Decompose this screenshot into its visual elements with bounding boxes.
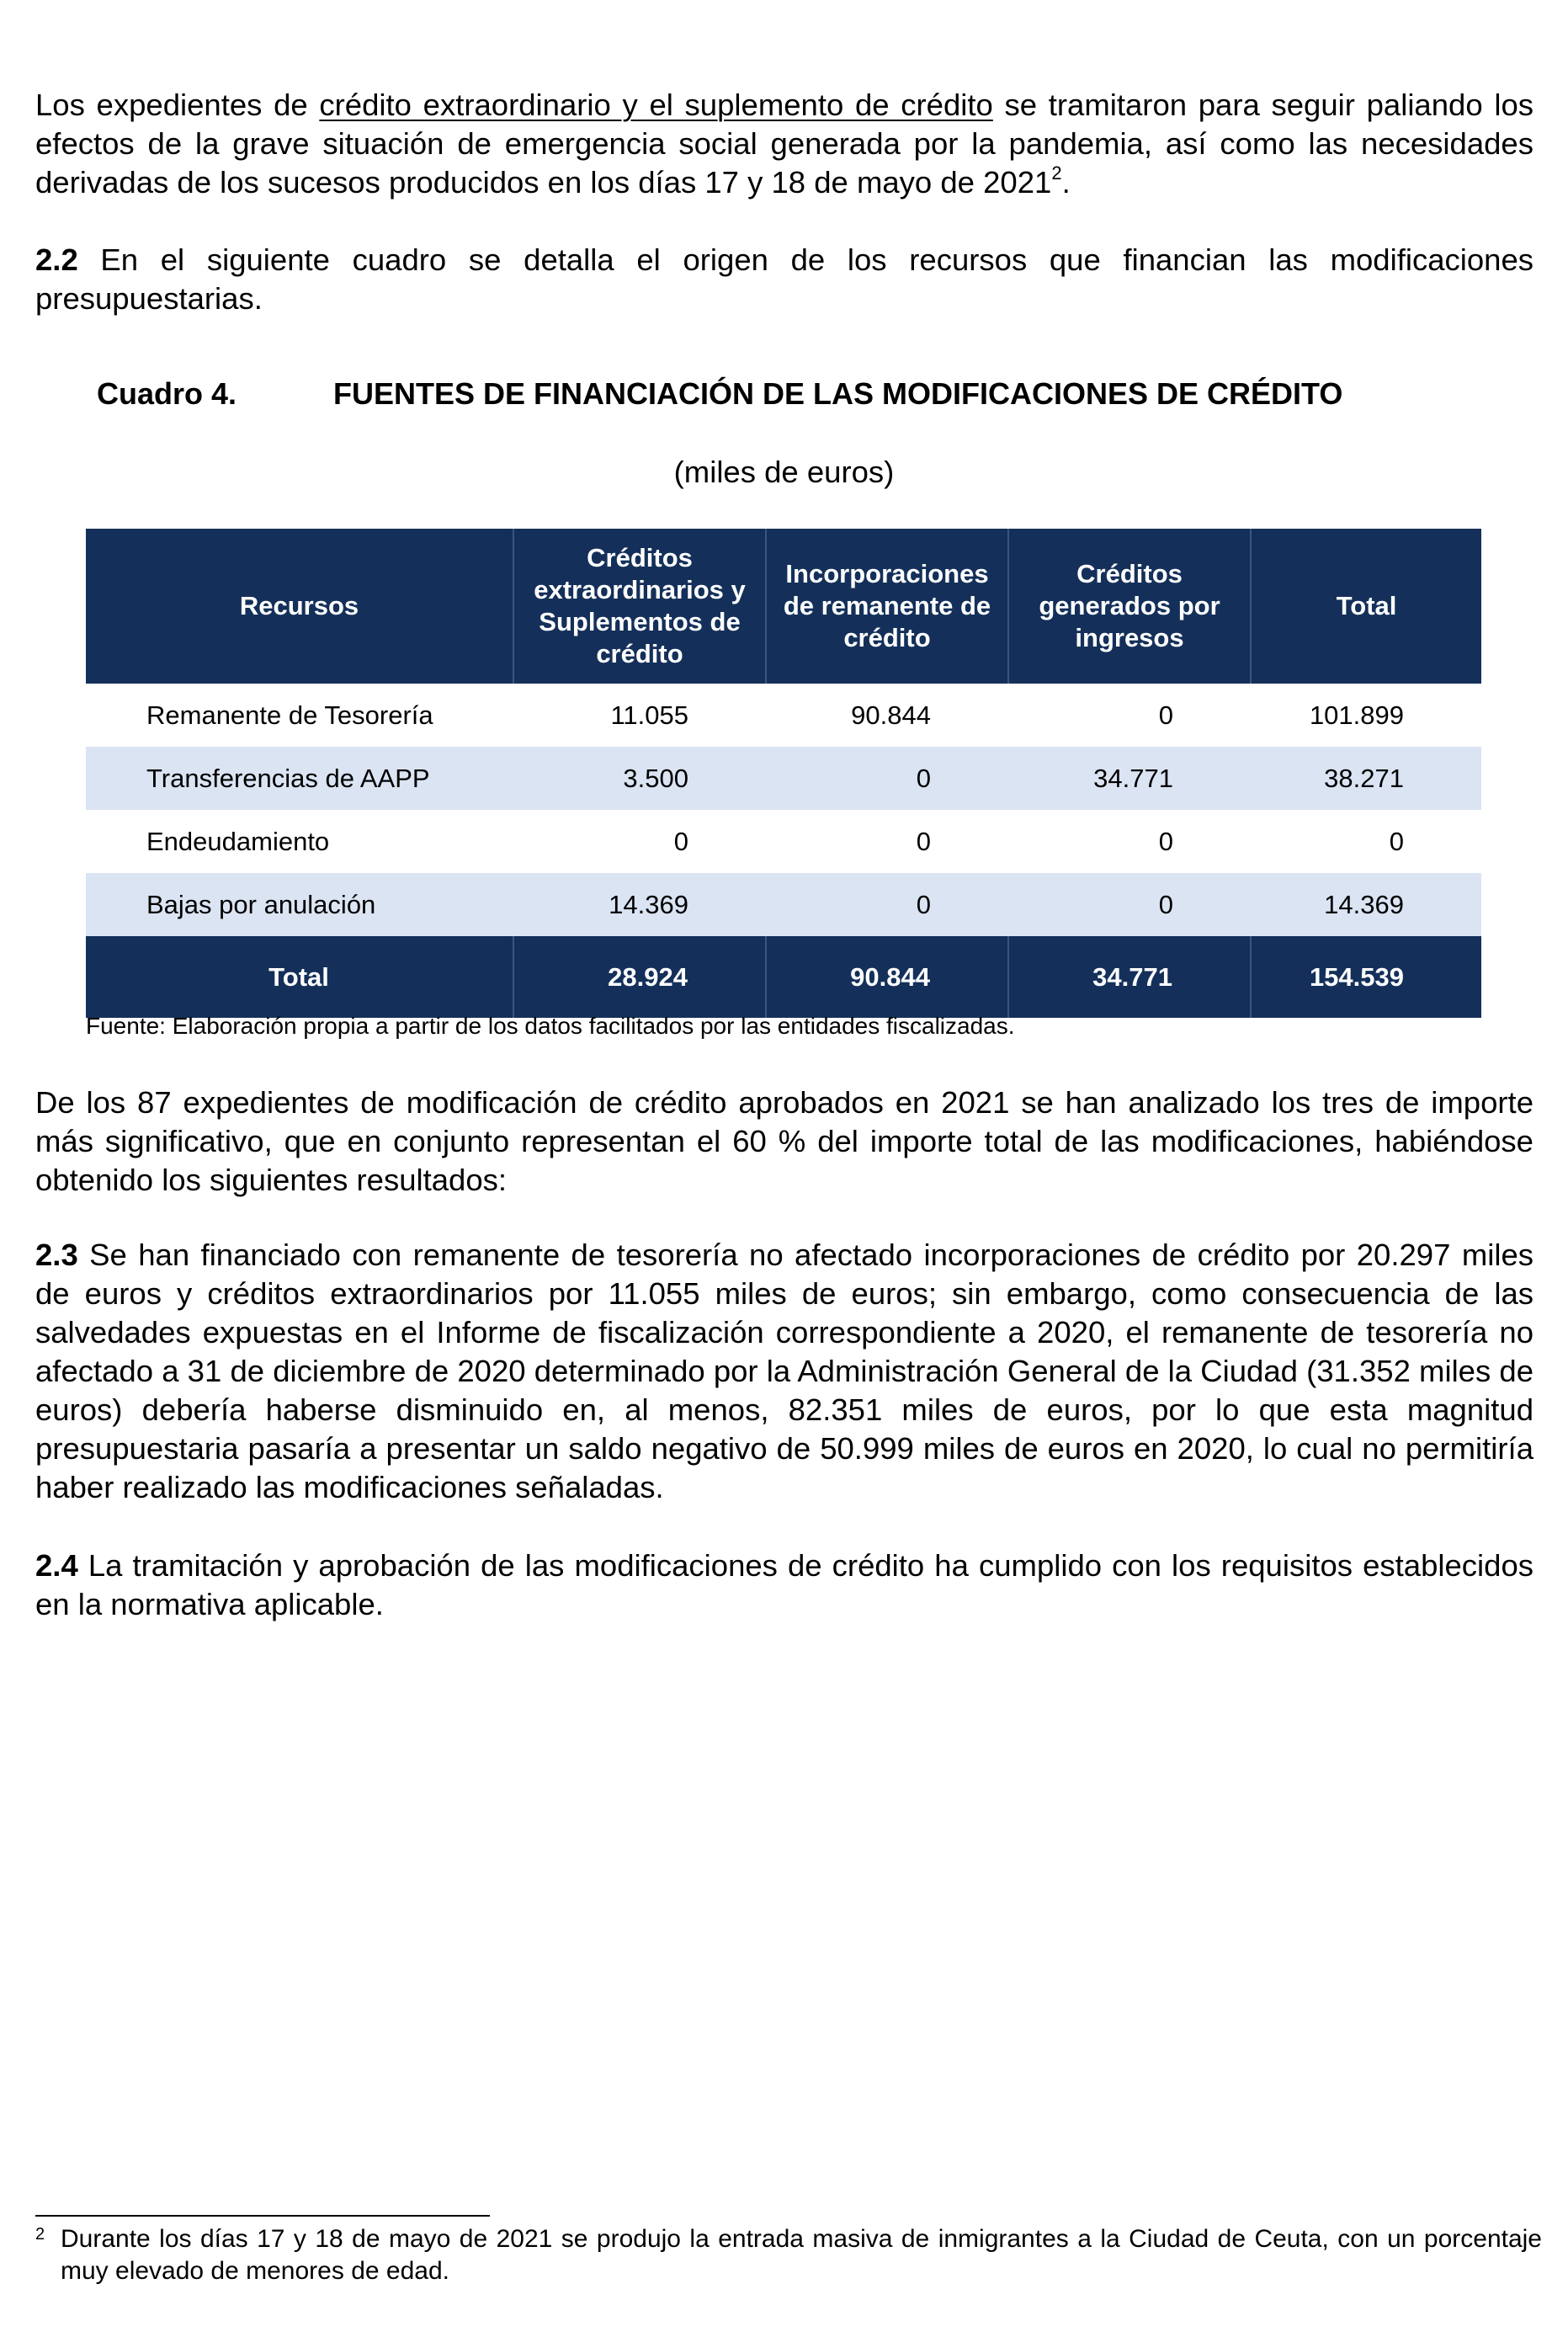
section-2-3-paragraph (35, 1236, 1533, 1507)
column-header: Incorporaciones de remanente de crédito (766, 529, 1008, 684)
section-2-2-paragraph (35, 241, 1533, 318)
footnote-mark: 2 (35, 2225, 45, 2244)
paragraph-text: Se han financiado con remanente de tesorería no afectado incorporaciones de crédito por 20.297 miles de euros y créditos extraordinarios por 11.055 miles de euros; sin embargo, como consecuencia de las salvedades expuestas en el Informe de fiscalización correspondiente a 2020, el remanente de tesorería no afectado a 31 de diciembre de 2020 determinado por la Administración General de la Ciudad (31.352 miles de euros) debería haberse disminuido en, al menos, 82.351 miles de euros, por lo que esta magnitud presupuestaria pasaría a presentar un saldo negativo de 50.999 miles de euros en 2020, lo cual no permitiría haber realizado las modificaciones señaladas. (35, 1238, 1533, 1504)
row-label: Endeudamiento (146, 826, 330, 856)
footnote-text: Durante los días 17 y 18 de mayo de 2021 se produjo la entrada masiva de inmigrantes a la Ciudad de Ceuta, con un porcentaje muy elevado de menores de edad. (61, 2225, 1542, 2285)
table-cell: 0 (1389, 826, 1404, 856)
paragraph-text: En el siguiente cuadro se detalla el origen de los recursos que financian las modificaciones presupuestarias. (35, 242, 1533, 316)
table-cell: 0 (916, 826, 931, 856)
table-cell: 11.055 (610, 700, 688, 730)
paragraph-text: La tramitación y aprobación de las modificaciones de crédito ha cumplido con los requisitos establecidos en la normativa aplicable. (35, 1548, 1533, 1621)
table-cell: 90.844 (851, 700, 931, 730)
table-row (86, 810, 1481, 873)
table-title: FUENTES DE FINANCIACIÓN DE LAS MODIFICACIONES DE CRÉDITO (333, 376, 1343, 411)
column-header: Total (1251, 529, 1481, 684)
financing-sources-table (86, 529, 1481, 1018)
table-cell: 0 (1008, 873, 1251, 936)
table-row (86, 684, 1481, 747)
analysis-paragraph (35, 1083, 1533, 1200)
table-cell: 101.899 (1309, 700, 1404, 730)
table-total-row (86, 936, 1481, 1018)
table-source-note: Fuente: Elaboración propia a partir de los datos facilitados por las entidades fiscalizadas. (86, 1013, 1015, 1039)
paragraph-text: . (1061, 165, 1071, 200)
paragraph-text: De los 87 expedientes de modificación de crédito aprobados en 2021 se han analizado los tres de importe más significativo, que en conjunto representan el 60 % del importe total de las modificaciones, habiéndose obtenido los siguientes resultados: (35, 1085, 1533, 1197)
column-header: Créditos generados por ingresos (1008, 529, 1251, 684)
table-cell: 0 (766, 747, 1008, 810)
footnote-separator (35, 2215, 490, 2217)
table-units: (miles de euros) (673, 455, 895, 489)
paragraph-text: se tramitaron para seguir paliando los efectos de la grave situación de emergencia social generada por la pandemia, así como las necesidades derivadas de los sucesos producidos en los días 17 y 18 de mayo de 2021 (35, 88, 1533, 200)
total-cell: 34.771 (1008, 936, 1251, 1018)
total-label: Total (86, 936, 513, 1018)
footnote (35, 2223, 1542, 2287)
table-row (86, 747, 1481, 810)
table-cell: 34.771 (1008, 747, 1251, 810)
table-row (86, 873, 1481, 936)
intro-paragraph (35, 86, 1533, 202)
section-number: 2.4 (35, 1548, 78, 1583)
column-header: Recursos (86, 529, 513, 684)
table-label: Cuadro 4. (97, 376, 237, 411)
table-header-row (86, 529, 1481, 684)
table-cell: 0 (1158, 826, 1173, 856)
table-cell: 14.369 (513, 873, 766, 936)
total-cell: 90.844 (766, 936, 1008, 1018)
row-label: Bajas por anulación (86, 873, 513, 936)
section-number: 2.2 (35, 242, 78, 277)
row-label: Transferencias de AAPP (86, 747, 513, 810)
total-cell: 154.539 (1251, 936, 1481, 1018)
table-cell: 14.369 (1251, 873, 1481, 936)
paragraph-text: Los expedientes de (35, 88, 320, 122)
table-cell: 0 (1158, 700, 1173, 730)
total-cell: 28.924 (513, 936, 766, 1018)
table-cell: 3.500 (513, 747, 766, 810)
footnote-reference[interactable]: 2 (1051, 162, 1062, 184)
section-number: 2.3 (35, 1238, 78, 1272)
table-cell: 0 (766, 873, 1008, 936)
column-header: Créditos extraordinarios y Suplementos de crédito (513, 529, 766, 684)
underlined-phrase: crédito extraordinario y el suplemento de crédito (319, 88, 993, 122)
row-label: Remanente de Tesorería (146, 700, 433, 730)
table-cell: 38.271 (1251, 747, 1481, 810)
section-2-4-paragraph (35, 1546, 1533, 1624)
table-cell: 0 (673, 826, 688, 856)
